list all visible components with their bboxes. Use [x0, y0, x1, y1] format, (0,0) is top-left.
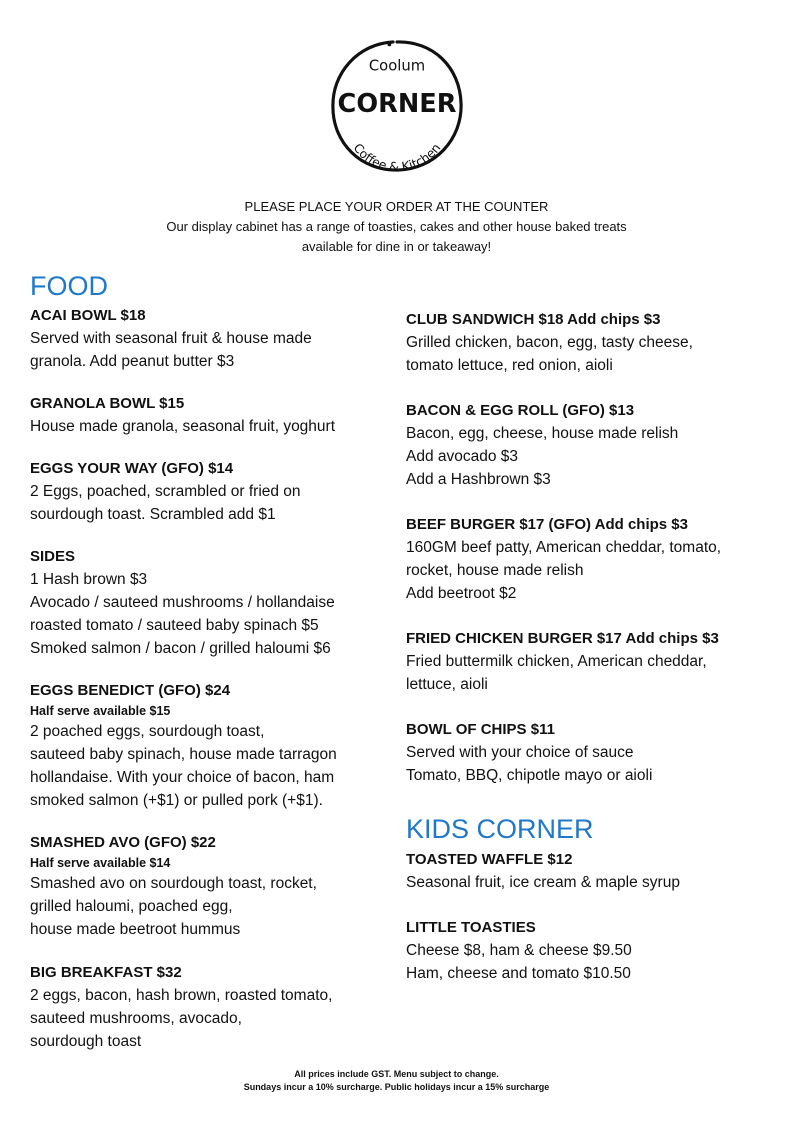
item-line: Add beetroot $2 — [406, 585, 517, 602]
item-title: BOWL OF CHIPS $11 — [406, 721, 555, 738]
item-line: tomato lettuce, red onion, aioli — [406, 357, 613, 374]
item-line: hollandaise. With your choice of bacon, ham — [30, 769, 335, 786]
item-line: 160GM beef patty, American cheddar, tomato, — [406, 539, 722, 556]
item-line: Bacon, egg, cheese, house made relish — [406, 425, 679, 442]
item-note: Half serve available $15 — [30, 704, 171, 718]
footer-line: Sundays incur a 10% surcharge. Public holidays incur a 15% surcharge — [243, 1082, 550, 1092]
item-line: roasted tomato / sauteed baby spinach $5 — [30, 617, 319, 634]
menu-item-sides — [30, 546, 380, 660]
menu-item-toasted-waffle — [406, 849, 776, 894]
item-line: smoked salmon (+$1) or pulled pork (+$1). — [30, 792, 323, 809]
item-line: 2 poached eggs, sourdough toast, — [30, 723, 265, 740]
logo-bottom-text: Coffee & Kitchen — [350, 140, 444, 175]
item-line: sauteed baby spinach, house made tarragon — [30, 746, 337, 763]
menu-item-acai-bowl — [30, 305, 380, 373]
food-section-title: FOOD — [30, 271, 108, 301]
logo-top-text: Coolum — [368, 57, 426, 75]
menu-item-fried-chicken-burger — [406, 628, 776, 696]
item-line: Smashed avo on sourdough toast, rocket, — [30, 875, 317, 892]
menu-item-eggs-benedict — [30, 680, 380, 812]
item-line: Tomato, BBQ, chipotle mayo or aioli — [406, 767, 653, 784]
item-line: house made beetroot hummus — [30, 921, 241, 938]
menu-item-eggs-your-way — [30, 458, 380, 526]
item-line: Grilled chicken, bacon, egg, tasty cheese, — [406, 334, 693, 351]
menu-item-big-breakfast — [30, 962, 380, 1053]
item-title: BEEF BURGER $17 (GFO) Add chips $3 — [406, 516, 688, 533]
item-line: lettuce, aioli — [406, 676, 488, 693]
item-title: EGGS BENEDICT (GFO) $24 — [30, 682, 231, 699]
item-title: SMASHED AVO (GFO) $22 — [30, 834, 216, 851]
menu-item-club-sandwich — [406, 309, 776, 377]
menu-item-smashed-avo — [30, 832, 380, 941]
item-title: ACAI BOWL $18 — [30, 307, 146, 324]
item-line: sourdough toast. Scrambled add $1 — [30, 506, 276, 523]
logo-name: CORNER — [337, 88, 457, 119]
item-title: EGGS YOUR WAY (GFO) $14 — [30, 460, 234, 477]
item-line: 2 Eggs, poached, scrambled or fried on — [30, 483, 301, 500]
svg-text:Coffee & Kitchen — [350, 141, 443, 174]
kids-section-title: KIDS CORNER — [406, 814, 594, 844]
item-line: grilled haloumi, poached egg, — [30, 898, 233, 915]
intro-line: PLEASE PLACE YOUR ORDER AT THE COUNTER — [244, 199, 549, 214]
item-line: Served with seasonal fruit & house made — [30, 330, 312, 347]
item-line: 2 eggs, bacon, hash brown, roasted tomato, — [30, 987, 333, 1004]
item-line: Seasonal fruit, ice cream & maple syrup — [406, 874, 680, 891]
menu-item-little-toasties — [406, 917, 776, 985]
item-line: Served with your choice of sauce — [406, 744, 634, 761]
menu-item-beef-burger — [406, 514, 776, 605]
item-line: Avocado / sauteed mushrooms / hollandaise — [30, 594, 335, 611]
coolum-corner-logo — [328, 37, 466, 175]
order-instructions — [0, 197, 793, 257]
item-line: Add avocado $3 — [406, 448, 519, 465]
item-title: TOASTED WAFFLE $12 — [406, 851, 573, 868]
intro-line: available for dine in or takeaway! — [301, 239, 492, 254]
item-title: FRIED CHICKEN BURGER $17 Add chips $3 — [406, 630, 719, 647]
item-line: sauteed mushrooms, avocado, — [30, 1010, 242, 1027]
pricing-footer — [0, 1068, 793, 1094]
menu-item-bacon-egg-roll — [406, 400, 776, 491]
item-line: granola. Add peanut butter $3 — [30, 353, 235, 370]
menu-item-bowl-of-chips — [406, 719, 776, 787]
item-line: House made granola, seasonal fruit, yoghurt — [30, 418, 336, 435]
item-line: Smoked salmon / bacon / grilled haloumi $6 — [30, 640, 331, 657]
item-line: Ham, cheese and tomato $10.50 — [406, 965, 631, 982]
item-title: BACON & EGG ROLL (GFO) $13 — [406, 402, 635, 419]
item-line: 1 Hash brown $3 — [30, 571, 148, 588]
item-title: BIG BREAKFAST $32 — [30, 964, 182, 981]
item-line: sourdough toast — [30, 1033, 142, 1050]
item-line: Cheese $8, ham & cheese $9.50 — [406, 942, 632, 959]
item-title: LITTLE TOASTIES — [406, 919, 536, 936]
item-title: SIDES — [30, 548, 76, 565]
item-line: rocket, house made relish — [406, 562, 584, 579]
item-line: Add a Hashbrown $3 — [406, 471, 551, 488]
item-note: Half serve available $14 — [30, 856, 171, 870]
item-line: Fried buttermilk chicken, American cheddar, — [406, 653, 707, 670]
menu-item-granola-bowl — [30, 393, 380, 438]
footer-line: All prices include GST. Menu subject to change. — [294, 1069, 499, 1079]
item-title: GRANOLA BOWL $15 — [30, 395, 185, 412]
item-title: CLUB SANDWICH $18 Add chips $3 — [406, 311, 661, 328]
intro-line: Our display cabinet has a range of toasties, cakes and other house baked treats — [166, 219, 627, 234]
